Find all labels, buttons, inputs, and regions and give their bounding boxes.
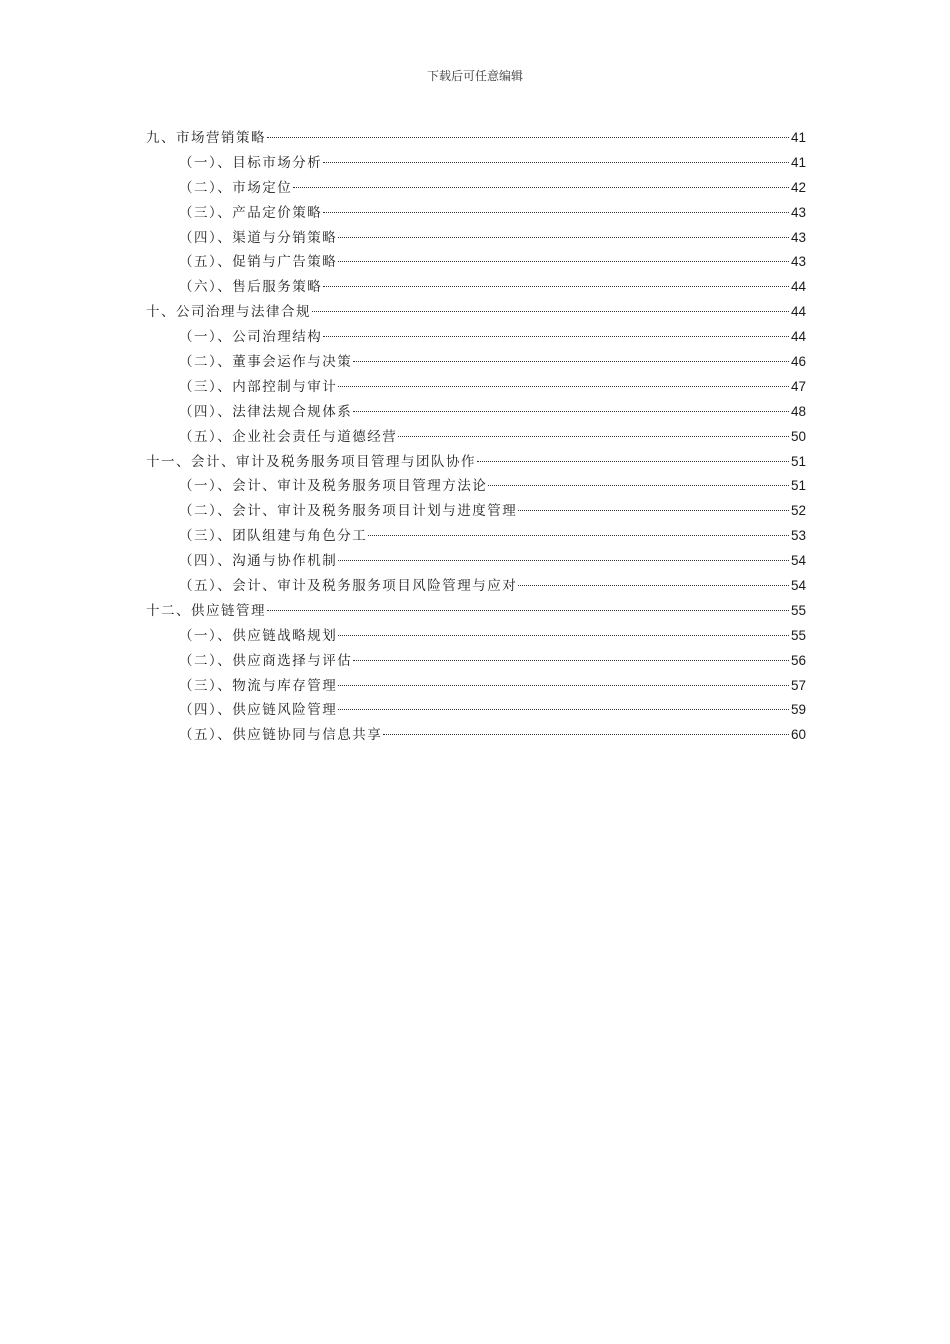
toc-dot-leader: [477, 461, 789, 462]
toc-dot-leader: [353, 361, 789, 362]
toc-dot-leader: [383, 734, 789, 735]
toc-dot-leader: [338, 261, 789, 262]
toc-page-number: 55: [790, 602, 806, 618]
toc-page-number: 41: [790, 154, 806, 170]
toc-entry-label: （二）、市场定位: [179, 179, 293, 196]
toc-entry-label: （五）、会计、审计及税务服务项目风险管理与应对: [179, 578, 518, 595]
toc-entry-label: （五）、供应链协同与信息共享: [179, 727, 383, 744]
toc-dot-leader: [338, 386, 789, 387]
toc-dot-leader: [488, 485, 789, 486]
toc-page-number: 56: [790, 652, 806, 668]
toc-page-number: 44: [790, 279, 806, 295]
toc-chapter-entry[interactable]: [146, 450, 806, 475]
toc-entry-label: （一）、目标市场分析: [179, 154, 323, 171]
toc-dot-leader: [267, 610, 789, 611]
toc-section-entry[interactable]: [146, 350, 806, 375]
toc-entry-label: （三）、内部控制与审计: [179, 378, 338, 395]
toc-chapter-entry[interactable]: [146, 599, 806, 624]
toc-section-entry[interactable]: [146, 698, 806, 723]
toc-entry-label: （六）、售后服务策略: [179, 279, 323, 296]
toc-entry-label: （二）、会计、审计及税务服务项目计划与进度管理: [179, 503, 518, 520]
toc-entry-label: （四）、法律法规合规体系: [179, 403, 353, 420]
toc-page-number: 47: [790, 378, 806, 394]
toc-page-number: 59: [790, 702, 806, 718]
table-of-contents: [146, 126, 806, 748]
toc-entry-label: （三）、产品定价策略: [179, 204, 323, 221]
page-header: 下载后可任意编辑: [426, 69, 523, 83]
toc-dot-leader: [323, 336, 789, 337]
toc-page-number: 43: [790, 229, 806, 245]
toc-dot-leader: [353, 411, 789, 412]
toc-dot-leader: [338, 635, 789, 636]
toc-section-entry[interactable]: [146, 151, 806, 176]
toc-page-number: 44: [790, 329, 806, 345]
toc-section-entry[interactable]: [146, 400, 806, 425]
toc-entry-label: （三）、物流与库存管理: [179, 677, 338, 694]
toc-section-entry[interactable]: [146, 499, 806, 524]
toc-page-number: 51: [790, 478, 806, 494]
toc-dot-leader: [323, 286, 789, 287]
toc-entry-label: （一）、公司治理结构: [179, 329, 323, 346]
toc-page-number: 44: [790, 304, 806, 320]
toc-chapter-entry[interactable]: [146, 126, 806, 151]
toc-dot-leader: [518, 510, 789, 511]
toc-page-number: 43: [790, 204, 806, 220]
toc-dot-leader: [338, 237, 789, 238]
toc-section-entry[interactable]: [146, 474, 806, 499]
toc-page-number: 46: [790, 354, 806, 370]
toc-dot-leader: [267, 137, 789, 138]
toc-section-entry[interactable]: [146, 624, 806, 649]
toc-entry-label: （一）、会计、审计及税务服务项目管理方法论: [179, 478, 488, 495]
toc-section-entry[interactable]: [146, 250, 806, 275]
toc-entry-label: （五）、企业社会责任与道德经营: [179, 428, 398, 445]
toc-page-number: 60: [790, 727, 806, 743]
toc-section-entry[interactable]: [146, 275, 806, 300]
toc-dot-leader: [323, 212, 789, 213]
toc-page-number: 43: [790, 254, 806, 270]
toc-section-entry[interactable]: [146, 325, 806, 350]
toc-section-entry[interactable]: [146, 176, 806, 201]
toc-dot-leader: [518, 585, 789, 586]
toc-page-number: 55: [790, 627, 806, 643]
toc-entry-label: （四）、供应链风险管理: [179, 702, 338, 719]
toc-section-entry[interactable]: [146, 723, 806, 748]
toc-section-entry[interactable]: [146, 201, 806, 226]
toc-dot-leader: [312, 311, 789, 312]
toc-page-number: 54: [790, 578, 806, 594]
toc-section-entry[interactable]: [146, 375, 806, 400]
toc-section-entry[interactable]: [146, 425, 806, 450]
toc-section-entry[interactable]: [146, 574, 806, 599]
toc-page-number: 53: [790, 528, 806, 544]
toc-page-number: 57: [790, 677, 806, 693]
toc-entry-label: （三）、团队组建与角色分工: [179, 528, 368, 545]
toc-entry-label: （二）、董事会运作与决策: [179, 354, 353, 371]
toc-page-number: 50: [790, 428, 806, 444]
toc-entry-label: 十二、供应链管理: [146, 602, 266, 619]
toc-dot-leader: [398, 436, 789, 437]
toc-section-entry[interactable]: [146, 649, 806, 674]
toc-entry-label: （五）、促销与广告策略: [179, 254, 338, 271]
toc-entry-label: 十一、会计、审计及税务服务项目管理与团队协作: [146, 453, 476, 470]
toc-page-number: 51: [790, 453, 806, 469]
toc-section-entry[interactable]: [146, 674, 806, 699]
toc-page-number: 41: [790, 130, 806, 145]
toc-entry-label: 九、市场营销策略: [146, 130, 266, 146]
toc-entry-label: （四）、渠道与分销策略: [179, 229, 338, 246]
toc-entry-label: （一）、供应链战略规划: [179, 627, 338, 644]
toc-dot-leader: [293, 187, 789, 188]
toc-section-entry[interactable]: [146, 226, 806, 251]
toc-entry-label: （四）、沟通与协作机制: [179, 553, 338, 570]
toc-dot-leader: [338, 709, 789, 710]
toc-dot-leader: [368, 535, 789, 536]
toc-section-entry[interactable]: [146, 524, 806, 549]
toc-dot-leader: [323, 162, 789, 163]
toc-section-entry[interactable]: [146, 549, 806, 574]
toc-page-number: 54: [790, 553, 806, 569]
toc-entry-label: 十、公司治理与法律合规: [146, 304, 311, 321]
toc-page-number: 52: [790, 503, 806, 519]
toc-dot-leader: [338, 685, 789, 686]
toc-page-number: 42: [790, 179, 806, 195]
toc-page-number: 48: [790, 403, 806, 419]
toc-dot-leader: [353, 660, 789, 661]
toc-entry-label: （二）、供应商选择与评估: [179, 652, 353, 669]
toc-dot-leader: [338, 560, 789, 561]
toc-chapter-entry[interactable]: [146, 300, 806, 325]
